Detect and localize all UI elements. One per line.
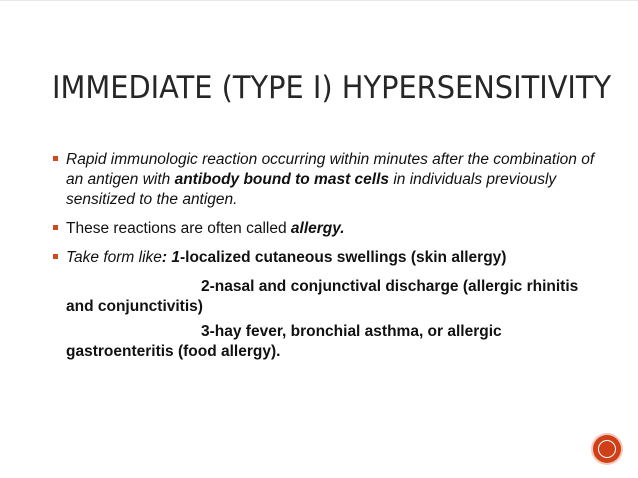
bullet1-text-part3: in individuals previously sensitized to the antigen. [66, 171, 557, 208]
bullet-item [53, 248, 598, 268]
bullet3-line3 [53, 322, 598, 362]
slide-nav-button[interactable] [593, 435, 621, 463]
bullet1-text-part1: Rapid immunologic reaction occurring within minutes after the combination of an antigen with [66, 151, 595, 188]
bullet2-text-emphasis: allergy. [290, 220, 345, 237]
bullet-marker [53, 225, 58, 230]
bullet3-line2 [53, 277, 598, 317]
bullet-marker [53, 254, 58, 259]
bullet-marker [53, 156, 58, 161]
circle-icon [598, 440, 616, 458]
bullet-item [53, 150, 598, 210]
bullet3-text-part2: : 1 [161, 249, 180, 266]
top-divider [0, 0, 638, 1]
bullet3-text-part1: Take form like [66, 249, 162, 266]
bullet-item [53, 219, 598, 239]
slide-title: IMMEDIATE (TYPE I) HYPERSENSITIVITY [52, 70, 612, 106]
slide-body [53, 150, 598, 362]
bullet3-line3-text: 3-hay fever, bronchial asthma, or allergic gastroenteritis (food allergy). [66, 323, 502, 360]
bullet3-line2-text: 2-nasal and conjunctival discharge (allergic rhinitis and conjunctivitis) [66, 278, 579, 315]
bullet2-text-part1: These reactions are often called [66, 220, 291, 237]
bullet3-text-part3: -localized cutaneous swellings (skin allergy) [180, 249, 507, 266]
bullet1-text-emphasis: antibody bound to mast cells [174, 171, 390, 188]
